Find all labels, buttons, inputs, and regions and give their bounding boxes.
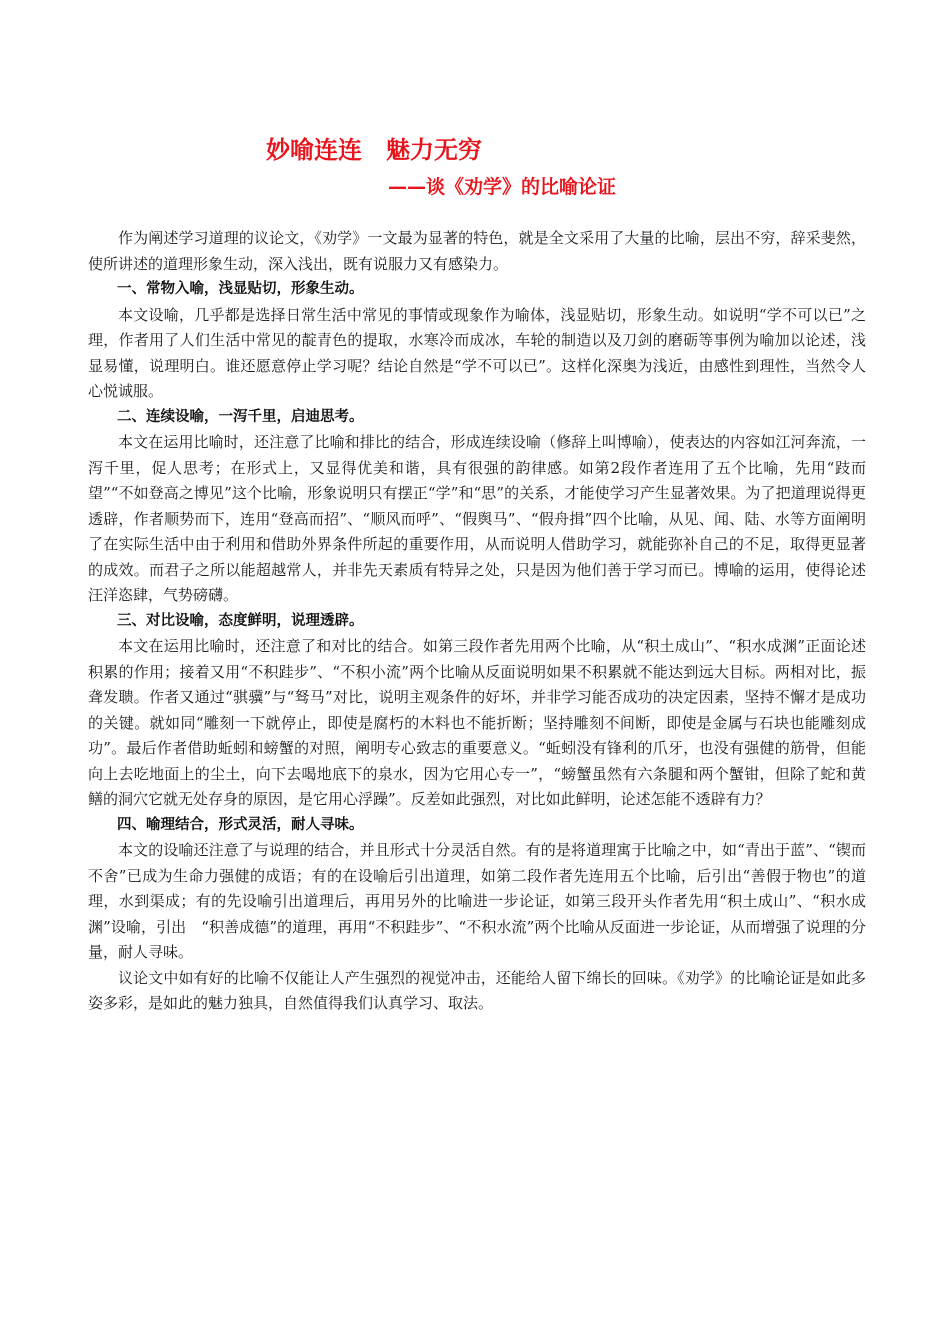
section-paragraph-1: 本文设喻，几乎都是选择日常生活中常见的事情或现象作为喻体，浅显贴切，形象生动。如说明“学不可以已”之理，作者用了人们生活中常见的靛青色的提取，水寒冷而成冰，车轮的制造以及刀剑的磨砺等事例为喻加以论述，浅显易懂，说理明白。谁还愿意停止学习呢？结论自然是“学不可以已”。这样化深奥为浅近，由感性到理性，当然令人心悦诚服。 bbox=[88, 305, 866, 400]
section-heading-2: 二、连续设喻，一泻千里，启迪思考。 bbox=[117, 408, 364, 425]
conclusion-paragraph: 议论文中如有好的比喻不仅能让人产生强烈的视觉冲击，还能给人留下绵长的回味。《劝学》的比喻论证是如此多姿多彩，是如此的魅力独具，自然值得我们认真学习、取法。 bbox=[88, 968, 866, 1012]
section-heading-3: 三、对比设喻，态度鲜明，说理透辟。 bbox=[117, 612, 364, 629]
section-paragraph-4: 本文的设喻还注意了与说理的结合，并且形式十分灵活自然。有的是将道理寓于比喻之中，如“青出于蓝”、“锲而不舍”已成为生命力强健的成语；有的在设喻后引出道理，如第二段作者先连用五个比喻，后引出“善假于物也”的道理，水到渠成；有的先设喻引出道理后，再用另外的比喻进一步论证，如第三段开头作者先用“积土成山”、“积水成渊”设喻，引出 “积善成德”的道理，再用“不积跬步”、“不积水流”两个比喻从反面进一步论证，从而增强了说理的分量，耐人寻味。 bbox=[88, 841, 866, 961]
section-paragraph-3: 本文在运用比喻时，还注意了和对比的结合。如第三段作者先用两个比喻，从“积土成山”、“积水成渊”正面论述积累的作用；接着又用“不积跬步”、“不积小流”两个比喻从反面说明如果不积累就不能达到远大目标。两相对比，振聋发聩。作者又通过“骐骥”与“驽马”对比，说明主观条件的好坏，并非学习能否成功的决定因素，坚持不懈才是成功的关键。就如同“雕刻一下就停止，即使是腐朽的木料也不能折断；坚持雕刻不间断，即使是金属与石块也能雕刻成功”。最后作者借助蚯蚓和螃蟹的对照，阐明专心致志的重要意义。“蚯蚓没有锋利的爪牙，也没有强健的筋骨，但能向上去吃地面上的尘土，向下去喝地底下的泉水，因为它用心专一”，“螃蟹虽然有六条腿和两个蟹钳，但除了蛇和黄鳝的洞穴它就无处存身的原因，是它用心浮躁”。反差如此强烈，对比如此鲜明，论述怎能不透辟有力？ bbox=[88, 637, 866, 808]
intro-paragraph: 作为阐述学习道理的议论文，《劝学》一文最为显著的特色，就是全文采用了大量的比喻，层出不穷，辞采斐然，使所讲述的道理形象生动，深入浅出，既有说服力又有感染力。 bbox=[88, 229, 866, 273]
section-heading-4: 四、喻理结合，形式灵活，耐人寻味。 bbox=[117, 816, 364, 833]
document-subtitle: ——谈《劝学》的比喻论证 bbox=[388, 176, 617, 198]
section-paragraph-2: 本文在运用比喻时，还注意了比喻和排比的结合，形成连续设喻（修辞上叫博喻），使表达的内容如江河奔流，一泻千里，促人思考；在形式上，又显得优美和谐，具有很强的韵律感。如第2段作者连用了五个比喻，先用“跂而望”“不如登高之博见”这个比喻，形象说明只有摆正“学”和“思”的关系，才能使学习产生显著效果。为了把道理说得更透辟，作者顺势而下，连用“登高而招”、“顺风而呼”、“假舆马”、“假舟揖”四个比喻，从见、闻、陆、水等方面阐明了在实际生活中由于利用和借助外界条件所起的重要作用，从而说明人借助学习，就能弥补自己的不足，取得更显著的成效。而君子之所以能超越常人，并非先天素质有特异之处，只是因为他们善于学习而已。博喻的运用，使得论述汪洋恣肆，气势磅礴。 bbox=[88, 433, 866, 604]
document-body bbox=[88, 226, 866, 1017]
document-title: 妙喻连连 魅力无穷 bbox=[266, 136, 482, 164]
section-heading-1: 一、常物入喻，浅显贴切，形象生动。 bbox=[117, 281, 364, 297]
